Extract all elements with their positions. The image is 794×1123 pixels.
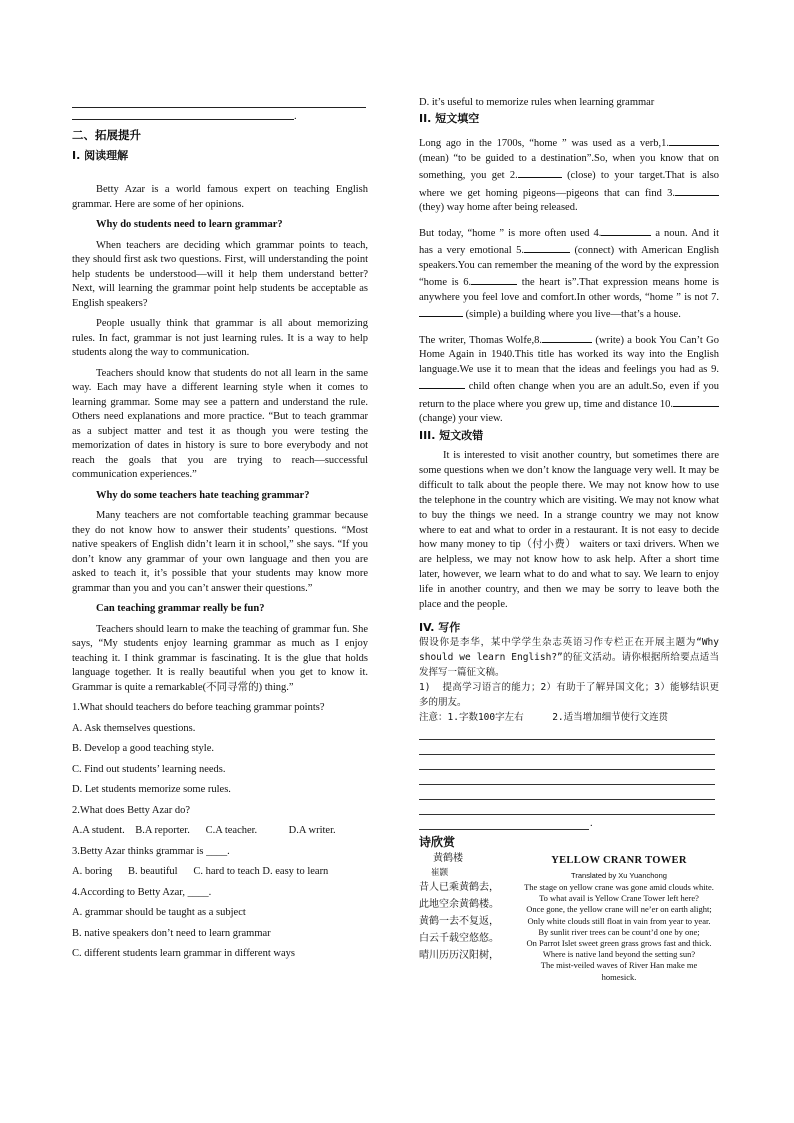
poem-en-line: By sunlit river trees can be count’d one by one;	[538, 926, 700, 937]
option: A. Ask themselves questions.	[72, 722, 196, 734]
cloze-paragraph-1: Long ago in the 1700s, “home ” was used as a verb,1. (mean) “to be guided to a destination”.So, when you know that on something, you get 2. (close) to your target.That is also where we get homing pigeons—pigeons that can find 3. (they) way home after being released.	[419, 134, 719, 216]
left-column	[72, 96, 368, 962]
option: B. Develop a good teaching style.	[72, 743, 215, 754]
poem-cn-author: 崔颢	[431, 867, 449, 878]
writing-title: IV. 写作	[419, 620, 461, 634]
right-column	[419, 96, 719, 1000]
poem-en-line: The mist-veiled waves of River Han make me	[540, 960, 698, 971]
writing-prompt: 假设你是李华，某中学学生杂志英语习作专栏正在开展主题为“Why should we learn English?”的征文活动。请你根据所给要点适当发挥写一篇征文稿。	[419, 637, 719, 679]
poem-cn-line: 此地空余黄鹤楼。	[419, 898, 499, 910]
blank-4[interactable]	[601, 224, 651, 236]
option: C. different students learn grammar in different ways	[72, 948, 295, 959]
question-2: 2.What does Betty Azar do? A.A student. B.A reporter. C.A teacher. D.A writer.	[72, 804, 368, 839]
english-poem	[519, 854, 719, 983]
paragraph-1: When teachers are deciding which grammar points to teach, they should first ask two questions. First, will understanding the point help students be understood—will it help them understand better? Next, will learning the grammar point help students be acceptable as English speakers?	[72, 239, 368, 309]
answer-line	[72, 108, 368, 122]
writing-line[interactable]	[419, 740, 715, 755]
writing-line[interactable]	[419, 800, 715, 815]
writing-notes: 注意：1.字数100字左右 2.适当增加细节使行文连贯	[419, 712, 669, 724]
reading-title: I. 阅读理解	[72, 148, 129, 162]
cloze-paragraph-3: The writer, Thomas Wolfe,8. (write) a book You Can’t Go Home Again in 1940.This title has worked its way into the English language.We use it to mean that the ideas and feelings you had as 9. child often change when you are an adult.So, even if you return to the place where you grew up, time and distance 10. (change) your view.	[419, 331, 719, 427]
paragraph-4: Many teachers are not comfortable teaching grammar because they do not know how to answer their students’ questions. “Most native speakers of English didn’t learn it in school,” she says. “If you don’t know any grammar of your own language and then you are asked to teach it, it’s possible that your students may know more grammar than you and you can’t answer their questions.”	[72, 510, 368, 594]
poem-en-title: YELLOW CRANR TOWER	[551, 854, 687, 866]
poem-en-translator: Translated by Xu Yuanchong	[571, 870, 667, 880]
blank-6[interactable]	[471, 273, 517, 285]
poem-cn-line: 晴川历历汉阳树，	[419, 949, 499, 961]
paragraph-3: Teachers should know that students do not all learn in the same way. Each may have a different learning style when it comes to learning grammar. Some may see a pattern and understand the rule. Others need explanations and more practice. “But to teach grammar as a subject matter and test it as though you were testing the memorization of dates in history is sure to bore everybody and not reach the goals that you are trying to reach—successful communication experiences.”	[72, 367, 368, 480]
option: D. it’s useful to memorize rules when learning grammar	[419, 97, 655, 108]
question-3: 3.Betty Azar thinks grammar is ____. A. boring B. beautiful C. hard to teach D. easy to learn	[72, 845, 368, 880]
writing-area[interactable]	[419, 725, 719, 831]
option: C. Find out students’ learning needs.	[72, 763, 226, 775]
poem-en-line: Only white clouds still float in vain from year to year.	[527, 915, 711, 926]
writing-line[interactable]	[419, 725, 715, 740]
writing-points: 1) 提高学习语言的能力；2）有助于了解异国文化；3）能够结识更多的朋友。	[419, 682, 719, 709]
writing-line[interactable]	[419, 785, 715, 800]
option: D. Let students memorize some rules.	[72, 784, 231, 795]
question-4: 4.According to Betty Azar, ____. A. grammar should be taught as a subject B. native speakers don’t need to learn grammar C. different students learn grammar in different ways	[72, 886, 368, 962]
blank-3[interactable]	[675, 184, 719, 196]
blank-5[interactable]	[524, 241, 570, 253]
blank-9[interactable]	[419, 377, 465, 389]
correction-text: It is interested to visit another country, but sometimes there are some questions when we don’t know the language very well. It may be difficult to talk about the people there. We may not know how to use the telephone in the country which are visiting. We may not know what to buy the things we need. In a strange country we may not know where to eat and what to order in a restaurant. It is not easy to decide how many money to tip（付小费） waiters or taxi drivers. When we are helpless, we may not know how to ask help. After a short time later, however, we learn what to do and what to say. We learn to enjoy life in another country, and then we may be sorry to leave both the place and the people.	[419, 450, 719, 611]
intro-paragraph: Betty Azar is a world famous expert on teaching English grammar. Here are some of her opinions.	[72, 184, 368, 210]
blank-8[interactable]	[542, 331, 592, 343]
writing-line[interactable]	[419, 815, 719, 831]
paragraph-2: People usually think that grammar is all about memorizing rules. In fact, grammar is not just learning rules. It is a way to help students along the way to communication.	[72, 318, 368, 358]
line-end: .	[590, 818, 593, 830]
poem-en-line: The stage on yellow crane was gone amid clouds white.	[524, 881, 714, 892]
poem-cn-title: 黄鹤楼	[433, 852, 463, 864]
cloze-paragraph-2: But today, “home ” is more often used 4. a noun. And it has a very emotional 5. (connect) with American English speakers.You can remember the meaning of the word by the expression “home is 6. the heart is”.That expression means home is anywhere you feel love and comfort.In other words, “home ” is not 7. (simple) a building where you live—that’s a house.	[419, 224, 719, 323]
correction-title: III. 短文改错	[419, 428, 484, 442]
blank-2[interactable]	[518, 166, 562, 178]
heading-3: Can teaching grammar really be fun?	[96, 603, 265, 614]
option: B. native speakers don’t need to learn grammar	[72, 927, 271, 939]
blank-10[interactable]	[673, 395, 719, 407]
poem-en-line: To what avail is Yellow Crane Tower left here?	[539, 893, 699, 904]
writing-line[interactable]	[419, 755, 715, 770]
poem-en-line: Where is native land beyond the setting sun?	[542, 949, 696, 960]
poem-en-line: homesick.	[601, 971, 637, 982]
poem-en-line: Once gone, the yellow crane will ne’er on earth alight;	[526, 904, 712, 915]
heading-2: Why do some teachers hate teaching grammar?	[96, 489, 310, 501]
line-end: .	[294, 111, 297, 122]
options: A. boring B. beautiful C. hard to teach D. easy to learn	[72, 866, 329, 877]
section-title: 二、拓展提升	[72, 128, 141, 142]
heading-1: Why do students need to learn grammar?	[96, 219, 283, 230]
paragraph-5: Teachers should learn to make the teaching of grammar fun. She says, “My students enjoy learning grammar as much as I enjoy teaching it. I think grammar is fascinating. It is the glue that holds language together. It is really beautiful when you get to know it. Grammar is quite a remarkable(不同寻常的) thing.”	[72, 623, 368, 693]
poem-area	[419, 850, 719, 1000]
writing-line[interactable]	[419, 770, 715, 785]
blank-7[interactable]	[419, 305, 463, 317]
question-1: 1.What should teachers do before teaching grammar points? A. Ask themselves questions. B. Develop a good teaching style. C. Find out students’ learning needs. D. Let students memorize some rules.	[72, 701, 368, 798]
options: A.A student. B.A reporter. C.A teacher. D.A writer.	[72, 825, 336, 836]
poem-cn-line: 白云千载空悠悠。	[419, 932, 499, 944]
chinese-poem	[419, 850, 519, 964]
poem-en-line: On Parrot Islet sweet green grass grows fast and thick.	[526, 937, 712, 948]
poem-cn-line: 黄鹤一去不复返，	[419, 915, 499, 927]
poem-cn-line: 昔人已乘黄鹤去，	[419, 881, 499, 893]
cloze-title: II. 短文填空	[419, 111, 480, 125]
poem-section-title: 诗欣赏	[419, 835, 456, 850]
blank-1[interactable]	[669, 134, 719, 146]
option: A. grammar should be taught as a subject	[72, 907, 246, 918]
